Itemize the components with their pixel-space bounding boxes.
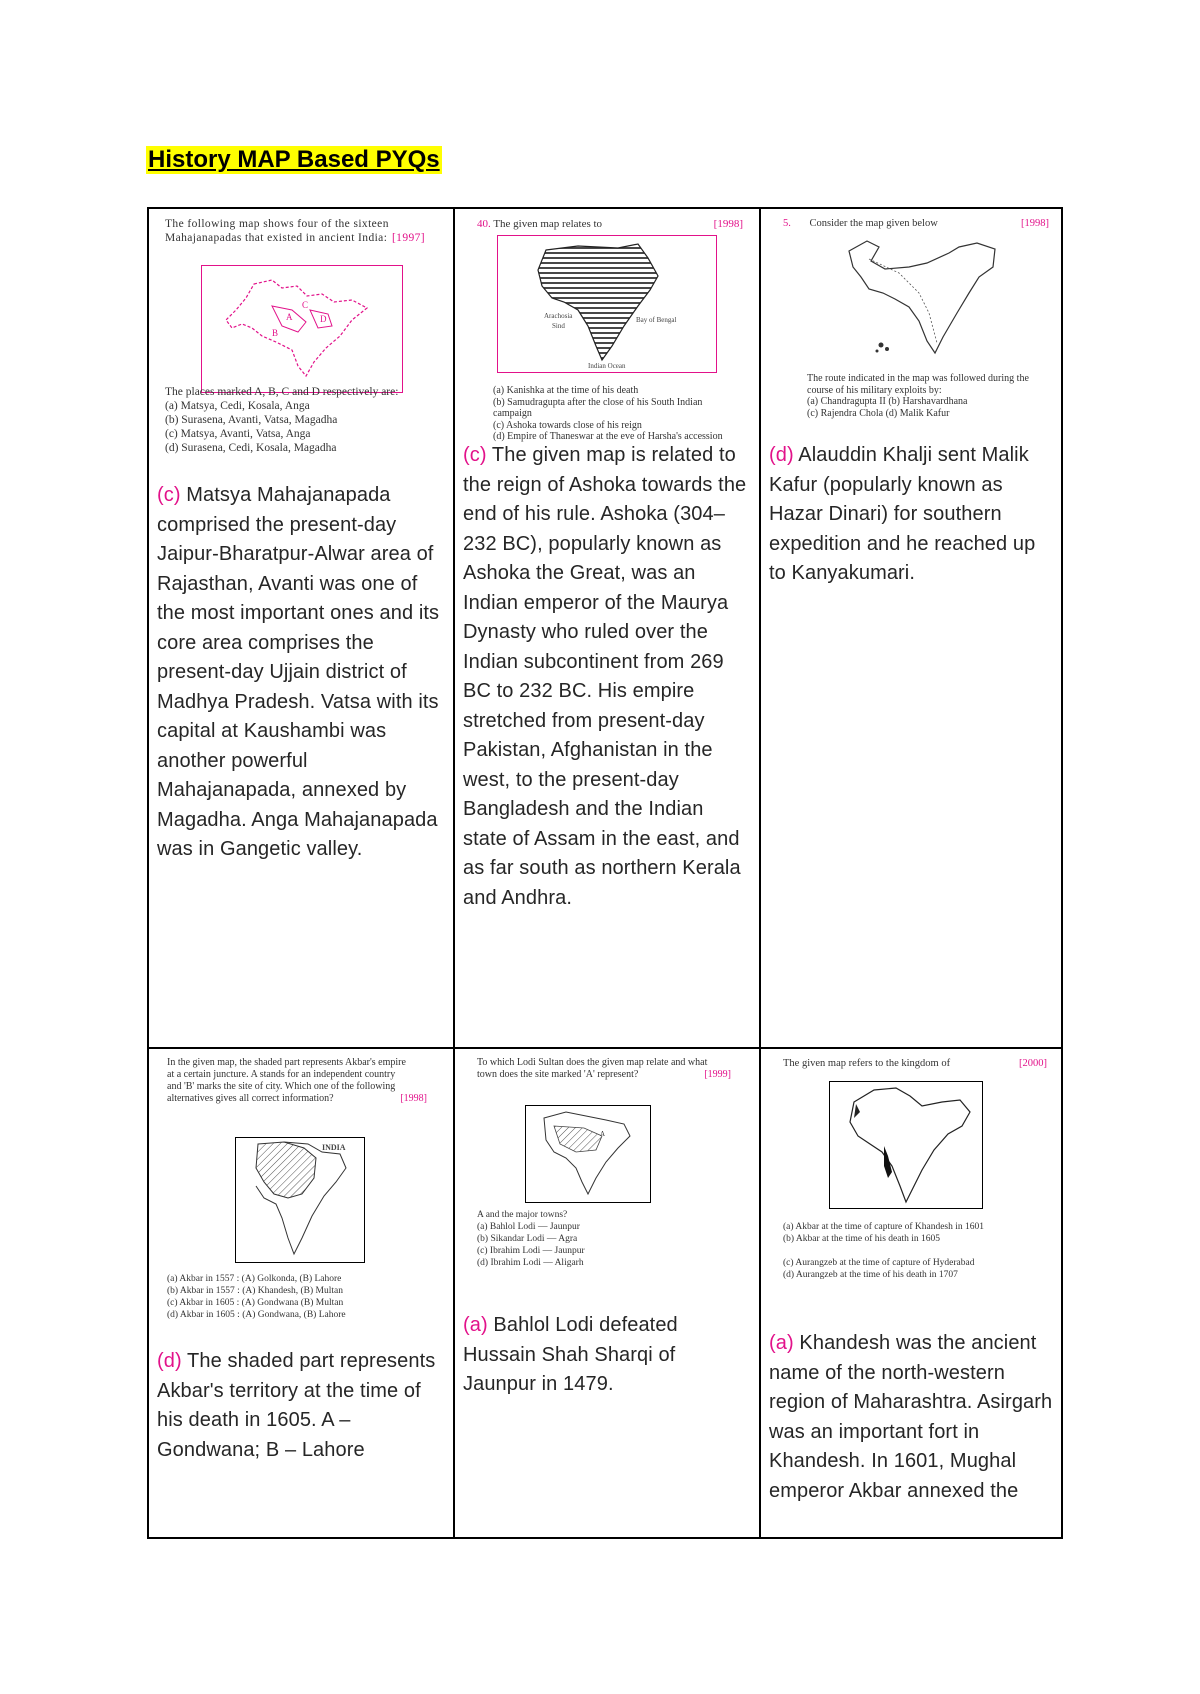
year-tag: [1998]	[400, 1093, 427, 1104]
year-tag: [1998]	[1021, 218, 1049, 229]
answer-key: (c)	[463, 444, 487, 466]
answer-text: Matsya Mahajanapada comprised the present-day Jaipur-Bharatpur-Alwar area of Rajasthan, Avanti was one of the most important ones and its core area comprises the present-day Ujjain district of Madhya Pradesh. Vatsa with its capital at Kaushambi was another powerful Mahajanapada, annexed by Magadha. Anga Mahajanapada was in Gangetic valley.	[157, 484, 440, 860]
map-figure	[497, 235, 717, 373]
pyq-table	[147, 207, 1063, 1539]
answer-option: (a) Chandragupta II (b) Harshavardhana	[807, 396, 968, 407]
answer-option: (d) Ibrahim Lodi — Aligarh	[477, 1258, 584, 1268]
answer-key: (a)	[769, 1332, 794, 1354]
answer-text: Khandesh was the ancient name of the north-western region of Maharashtra. Asirgarh was an important fort in Khandesh. In 1601, Mughal emperor Akbar annexed the	[769, 1332, 1053, 1502]
lodi-sultanate-map-image	[526, 1106, 650, 1202]
answer-option: (c) Akbar in 1605 : (A) Gondwana (B) Multan	[167, 1298, 344, 1308]
table-cell	[760, 1048, 1062, 1538]
answer-key: (c)	[157, 484, 181, 506]
map-figure	[201, 265, 403, 393]
answer-text: Alauddin Khalji sent Malik Kafur (popularly known as Hazar Dinari) for southern expedition and he reached up to Kanyakumari.	[769, 444, 1036, 584]
question-figure	[769, 217, 1053, 441]
answer-option: (d) Empire of Thaneswar at the eve of Harsha's accession	[493, 431, 723, 442]
answer-option: (c) Ashoka towards close of his reign	[493, 419, 642, 431]
answer-option: (c) Rajendra Chola (d) Malik Kafur	[807, 407, 950, 419]
question-figure	[463, 217, 751, 441]
question-number: 5.	[783, 218, 791, 229]
question-line: To which Lodi Sultan does the given map relate and what	[477, 1057, 708, 1068]
year-tag: [1997]	[391, 232, 425, 244]
table-row	[148, 1048, 1062, 1538]
answer-option: (d) Akbar in 1605 : (A) Gondwana, (B) Lahore	[167, 1310, 346, 1320]
answer-explanation	[463, 441, 751, 913]
map-label: Bay of Bengal	[636, 316, 677, 324]
answer-option: (b) Samudragupta after the close of his South Indian	[493, 396, 703, 408]
svg-text:A: A	[600, 1130, 606, 1138]
answer-explanation	[157, 481, 445, 865]
question-line: In the given map, the shaded part represents Akbar's empire	[167, 1057, 406, 1068]
table-row	[148, 208, 1062, 1048]
map-figure	[235, 1137, 365, 1263]
answer-option: (a) Akbar at the time of capture of Khandesh in 1601	[783, 1222, 985, 1232]
svg-text:B: B	[272, 328, 279, 338]
year-tag: [1998]	[713, 218, 743, 230]
answer-explanation	[769, 441, 1053, 589]
map-label: INDIA	[322, 1143, 346, 1152]
answer-text: The shaded part represents Akbar's territory at the time of his death in 1605. A – Gondwana; B – Lahore	[157, 1350, 436, 1461]
svg-text:A: A	[286, 312, 293, 322]
question-line: Consider the map given below	[809, 218, 938, 229]
answer-option: (a) Kanishka at the time of his death	[493, 385, 639, 396]
question-figure	[769, 1057, 1053, 1329]
answer-option: (a) Akbar in 1557 : (A) Golkonda, (B) Lahore	[167, 1274, 342, 1284]
year-tag: [2000]	[1019, 1058, 1047, 1069]
question-line: The given map refers to the kingdom of	[783, 1058, 951, 1069]
india-map-image	[202, 266, 402, 392]
akbar-empire-map-image	[236, 1138, 364, 1262]
answer-option: (b) Surasena, Avanti, Vatsa, Magadha	[165, 414, 338, 426]
answer-option: (c) Aurangzeb at the time of capture of Hyderabad	[783, 1258, 975, 1268]
map-label: Indian Ocean	[588, 362, 626, 370]
malik-kafur-route-map-image	[809, 233, 1039, 359]
question-number: 40.	[477, 218, 491, 230]
answer-option: (b) Sikandar Lodi — Agra	[477, 1234, 578, 1244]
answer-option: (d) Surasena, Cedi, Kosala, Magadha	[165, 442, 337, 454]
map-figure	[525, 1105, 651, 1203]
answer-text: The given map is related to the reign of Ashoka towards the end of his rule. Ashoka (304–232 BC), popularly known as Ashoka the Great, was an Indian emperor of the Maurya Dynasty who ruled over the Indian subcontinent from 269 BC to 232 BC. His empire stretched from present-day Pakistan, Afghanistan in the west, to the present-day Bangladesh and the Indian state of Assam in the east, and as far south as northern Kerala and Andhra.	[463, 444, 747, 909]
question-prompt: course of his military exploits by:	[807, 384, 942, 396]
table-cell	[454, 208, 760, 1048]
answer-option: (c) Ibrahim Lodi — Jaunpur	[477, 1246, 585, 1256]
question-figure	[157, 1057, 445, 1347]
answer-option: (d) Aurangzeb at the time of his death in 1707	[783, 1270, 958, 1280]
svg-text:D: D	[320, 314, 327, 324]
ashoka-empire-map-image	[498, 236, 716, 372]
question-line: alternatives gives all correct information?	[167, 1093, 334, 1104]
table-cell	[148, 208, 454, 1048]
question-figure	[463, 1057, 751, 1311]
table-cell	[454, 1048, 760, 1538]
answer-text: Bahlol Lodi defeated Hussain Shah Sharqi of Jaunpur in 1479.	[463, 1314, 678, 1395]
table-cell	[148, 1048, 454, 1538]
question-line: The given map relates to	[493, 218, 603, 230]
answer-option: (b) Akbar at the time of his death in 1605	[783, 1234, 940, 1244]
mughal-kingdom-map-image	[830, 1082, 982, 1208]
answer-option: campaign	[493, 408, 532, 419]
question-line: at a certain juncture. A stands for an independent country	[167, 1069, 396, 1080]
page-title: History MAP Based PYQs	[148, 146, 440, 173]
answer-explanation	[157, 1347, 445, 1465]
svg-text:C: C	[302, 300, 309, 310]
answer-option: (c) Matsya, Avanti, Vatsa, Anga	[165, 428, 311, 440]
question-line: town does the site marked 'A' represent?	[477, 1069, 639, 1080]
answer-key: (d)	[769, 444, 794, 466]
answer-explanation	[463, 1311, 751, 1400]
question-line: Mahajanapadas that existed in ancient India:	[165, 232, 388, 244]
question-line: and 'B' marks the site of city. Which one of the following	[167, 1081, 396, 1092]
answer-key: (d)	[157, 1350, 182, 1372]
answer-explanation	[769, 1329, 1053, 1506]
table-cell	[760, 208, 1062, 1048]
answer-key: (a)	[463, 1314, 488, 1336]
question-figure	[157, 217, 445, 477]
question-prompt: The places marked A, B, C and D respectively are:	[165, 386, 399, 398]
answer-option: (a) Bahlol Lodi — Jaunpur	[477, 1222, 580, 1232]
question-prompt: The route indicated in the map was followed during the	[807, 373, 1029, 384]
map-figure	[829, 1081, 983, 1209]
map-label: Arachosia	[544, 312, 573, 320]
year-tag: [1999]	[704, 1069, 731, 1080]
answer-option: (a) Matsya, Cedi, Kosala, Anga	[165, 400, 310, 412]
question-prompt: A and the major towns?	[477, 1210, 568, 1220]
map-label: Sind	[552, 322, 565, 330]
answer-option: (b) Akbar in 1557 : (A) Khandesh, (B) Multan	[167, 1286, 343, 1296]
question-line: The following map shows four of the sixteen	[165, 218, 389, 230]
